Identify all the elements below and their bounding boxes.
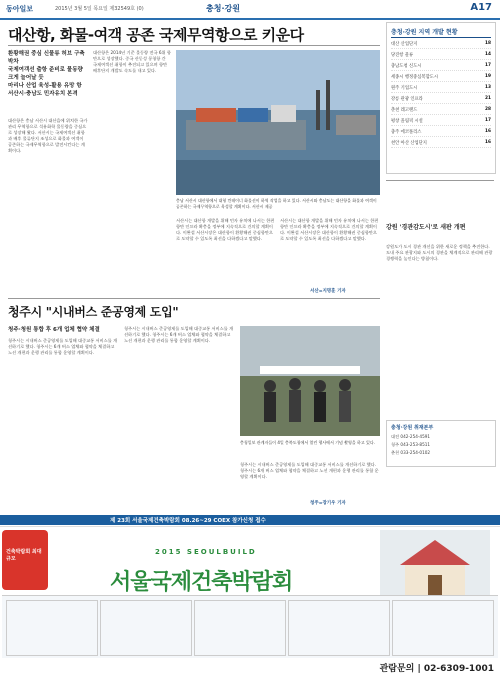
issue-date: 2015년 3월 5일 목요일 제32549호 (0): [55, 6, 144, 12]
sidebar-title: 충청·강원 지역 개발 현황: [391, 29, 458, 36]
article-subheads: [8, 50, 88, 98]
sidebar-row: 세종시 행정중심복합도시 19: [391, 74, 491, 80]
divider: [386, 180, 494, 181]
article-column: 청주시는 시내버스 준공영제를 도입해 대중교통 서비스를 개선하기로 했다. 청주시는 6개 버스 업체와 협약을 체결하고 노선 개편과 운행 관리를 통합 운영할 계획이다.: [240, 462, 379, 479]
info-cell: [288, 600, 390, 656]
sidebar-row: 충남도청 신도시 17: [391, 63, 491, 69]
article-column: 청주시는 시내버스 준공영제를 도입해 대중교통 서비스를 개선하기로 했다. 청주시는 6개 버스 업체와 협약을 체결하고 노선 개편과 운행 관리를 통합 운영할 계획이다.: [8, 338, 118, 355]
subhead: 청주·청원 통합 후 6개 업체 협약 체결: [8, 327, 100, 333]
sidebar-row: 충주 에코폴리스 16: [391, 129, 491, 135]
port-photo: [176, 50, 380, 195]
photo-caption: 충남 서산시 대산항에서 대형 컨테이너 화물선이 하역 작업을 하고 있다. 서산시와 충남도는 대산항을 화물과 여객이 공존하는 국제무역항으로 육성할 계획이다. 서산시 제공: [176, 198, 377, 209]
divider: [8, 45, 380, 46]
paper-name: 동아일보: [6, 5, 34, 13]
sidecol-headline: 강원 '경관감도시'로 새판 개편: [386, 224, 466, 231]
ad-top-banner[interactable]: [0, 515, 500, 525]
info-cell: [100, 600, 192, 656]
sidebar-row: 평창 올림픽 시설 17: [391, 118, 491, 124]
reporter-byline: 청주=장기우 기자: [310, 501, 346, 506]
index-sidebar: [386, 22, 496, 174]
sidebar-row: 원주 기업도시 13: [391, 85, 491, 91]
sidebar-row: 강릉 관광 인프라 21: [391, 96, 491, 102]
article-column: 대산항은 2014년 기준 물동량 전국 6위 항만으로 성장했다. 중국 산둥성 룽청항 간 국제여객선 취항이 추진되고 있으며 항만 배후단지 개발도 속도를 내고 있다.: [93, 50, 171, 73]
divider: [391, 37, 491, 38]
subhead: 국제여객선 출항 준비로 물동량 크게 늘어날 듯: [8, 67, 83, 81]
section-title: 충청·강원: [206, 4, 240, 13]
ad-brand: 2015 SEOULBUILD: [155, 548, 257, 556]
page-number: A17: [470, 2, 492, 13]
bureau-title: 충청·강원 취재본부: [391, 425, 434, 431]
promo-badge: [2, 530, 48, 590]
bureau-contact-box: [386, 420, 496, 467]
article-column: 서산시는 대산항 개발을 위해 민자 유치에 나서는 한편 항만 인프라 확충을 정부에 지속적으로 건의할 계획이다. 이완섭 서산시장은 대산항이 환황해권 중심항만으로 도약할 수 있도록 최선을 다하겠다고 말했다.: [280, 218, 379, 241]
ad-banner-text: 제 23회 서울국제건축박람회 08.26~29 COEX 참가신청 접수: [110, 518, 266, 524]
divider: [8, 298, 380, 299]
ad-info-grid: [2, 595, 498, 658]
house-illustration: [380, 530, 490, 600]
event-photo: [240, 326, 380, 436]
info-cell: [392, 600, 494, 656]
photo-caption: 충청일보 관계자들이 4일 충북도청에서 열린 행사에서 기념 촬영을 하고 있다.: [240, 440, 376, 445]
bureau-phone: 춘천 033-254-0102: [391, 450, 431, 455]
bureau-phone: 청주 043-253-8511: [391, 442, 431, 447]
ceremony-illustration: [240, 326, 380, 436]
port-illustration: [176, 50, 380, 195]
sidebar-row: 대산 산업단지 18: [391, 41, 491, 47]
reporter-byline: 서산=지명훈 기자: [310, 289, 346, 294]
article-column: 서산시는 대산항 개발을 위해 민자 유치에 나서는 한편 항만 인프라 확충을 정부에 지속적으로 건의할 계획이다. 이완섭 서산시장은 대산항이 환황해권 중심항만으로 도약할 수 있도록 최선을 다하겠다고 말했다.: [176, 218, 275, 241]
ad-contact-phone: 관람문의 | 02-6309-1001: [379, 664, 494, 674]
article-headline: 청주시 "시내버스 준공영제 도입": [8, 305, 179, 319]
bureau-phone: 대전 042-254-4591: [391, 434, 431, 439]
subhead: 서산시·충남도 민자유치 본격: [8, 91, 78, 97]
subhead: 마리나 산업 육성-활용 유망 항: [8, 83, 82, 89]
info-cell: [6, 600, 98, 656]
subhead: 환황해권 중심 신물류 허브 구축 박차: [8, 51, 85, 65]
sidecol-body: 강원도가 도시 경관 개선을 위한 새로운 정책을 추진한다. 도내 주요 관광지와 도시의 경관을 체계적으로 관리해 관광 경쟁력을 높인다는 방침이다.: [386, 244, 493, 261]
ad-title: 서울국제건축박람회: [110, 570, 293, 595]
article-column: 대산항은 충남 서산시 대산읍에 위치한 국가관리 무역항으로 석유화학 물동량을 중심으로 성장해 왔다. 서산시는 국제여객선 취항과 배후 물류단지 조성으로 화물과 여객이 공존하는 국제무역항으로 발전시킨다는 계획이다.: [8, 118, 88, 153]
article-headline: 대산항, 화물-여객 공존 국제무역항으로 키운다: [8, 26, 304, 44]
sidebar-row: 당진항 물류 14: [391, 52, 491, 58]
info-cell: [194, 600, 286, 656]
badge-text: 건축박람회 최대규모: [6, 549, 42, 562]
article-column: 청주시는 시내버스 준공영제를 도입해 대중교통 서비스를 개선하기로 했다. 청주시는 6개 버스 업체와 협약을 체결하고 노선 개편과 운행 관리를 통합 운영할 계획이다.: [124, 326, 234, 343]
sidebar-row: 춘천 레고랜드 28: [391, 107, 491, 113]
sidebar-row: 천안 아산 산업단지 16: [391, 140, 491, 146]
ad-photo: [380, 530, 490, 600]
